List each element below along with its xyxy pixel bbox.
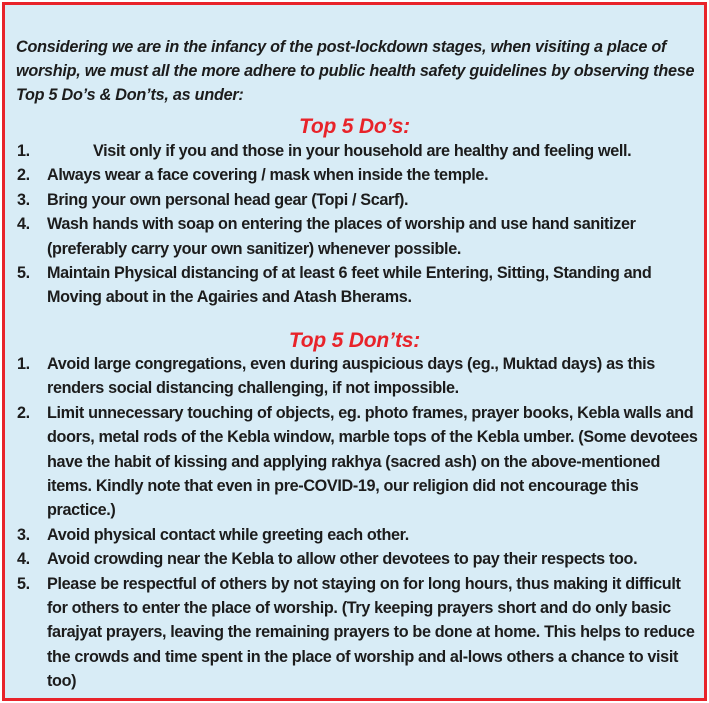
- dos-item-text: Maintain Physical distancing of at least 6 feet while Entering, Sitting, Standing and Moving about in the Agairies and Atash Bherams.: [47, 264, 652, 307]
- donts-item-text: Avoid physical contact while greeting each other.: [47, 525, 409, 544]
- donts-item-3: [17, 523, 703, 547]
- donts-item-4: [17, 547, 703, 571]
- dos-item-number: 1.: [17, 142, 30, 160]
- dos-item-3: [17, 188, 703, 212]
- dos-item-text: Wash hands with soap on entering the places of worship and use hand sanitizer (preferably carry your own sanitizer) whenever possible.: [47, 215, 636, 258]
- dos-item-number: 5.: [17, 264, 30, 283]
- dos-item-text: Bring your own personal head gear (Topi / Scarf).: [47, 190, 409, 209]
- donts-item-text: Please be respectful of others by not staying on for long hours, thus making it difficult for others to enter the place of worship. (Try keeping prayers short and do only basic farajyat prayers, leaving the remaining prayers to be done at home. This helps to reduce the crowds and time spent in the place of worship and al-lows others a chance to visit too): [47, 574, 695, 691]
- dos-item-1: [17, 139, 703, 163]
- donts-item-2: [17, 401, 703, 523]
- dos-item-text: Always wear a face covering / mask when inside the temple.: [47, 166, 489, 185]
- dos-list: [17, 139, 703, 310]
- dos-item-number: 3.: [17, 190, 30, 209]
- donts-item-text: Avoid large congregations, even during auspicious days (eg., Muktad days) as this renders social distancing challenging, if not impossible.: [47, 355, 655, 398]
- donts-item-1: [17, 352, 703, 401]
- dos-item-5: [17, 261, 703, 310]
- dos-item-2: [17, 163, 703, 187]
- dos-item-number: 2.: [17, 166, 30, 185]
- donts-item-number: 3.: [17, 525, 30, 544]
- donts-item-text: Limit unnecessary touching of objects, eg. photo frames, prayer books, Kebla walls and doors, metal rods of the Kebla window, marble tops of the Kebla umber. (Some devotees have the habit of kissing and applying rakhya (sacred ash) on the above-mentioned items. Kindly note that even in pre-COVID-19, our religion did not encourage this practice.): [47, 403, 698, 520]
- donts-item-number: 4.: [17, 550, 30, 569]
- guidelines-panel: [2, 2, 707, 701]
- donts-list: [17, 352, 703, 694]
- donts-item-number: 2.: [17, 403, 30, 422]
- intro-paragraph: Considering we are in the infancy of the post-lockdown stages, when visiting a place of worship, we must all the more adhere to public health safety guidelines by observing these Top 5 Do’s & Don’ts, as under:: [16, 38, 695, 105]
- dos-item-4: [17, 212, 703, 261]
- donts-heading: Top 5 Don’ts:: [288, 329, 421, 352]
- dos-item-number: 4.: [17, 215, 30, 234]
- donts-item-number: 5.: [17, 574, 30, 593]
- donts-item-text: Avoid crowding near the Kebla to allow other devotees to pay their respects too.: [47, 550, 638, 569]
- donts-item-number: 1.: [17, 355, 30, 373]
- dos-item-text: Visit only if you and those in your household are healthy and feeling well.: [93, 142, 632, 160]
- donts-item-5: [17, 572, 703, 694]
- dos-heading: Top 5 Do’s:: [299, 115, 410, 138]
